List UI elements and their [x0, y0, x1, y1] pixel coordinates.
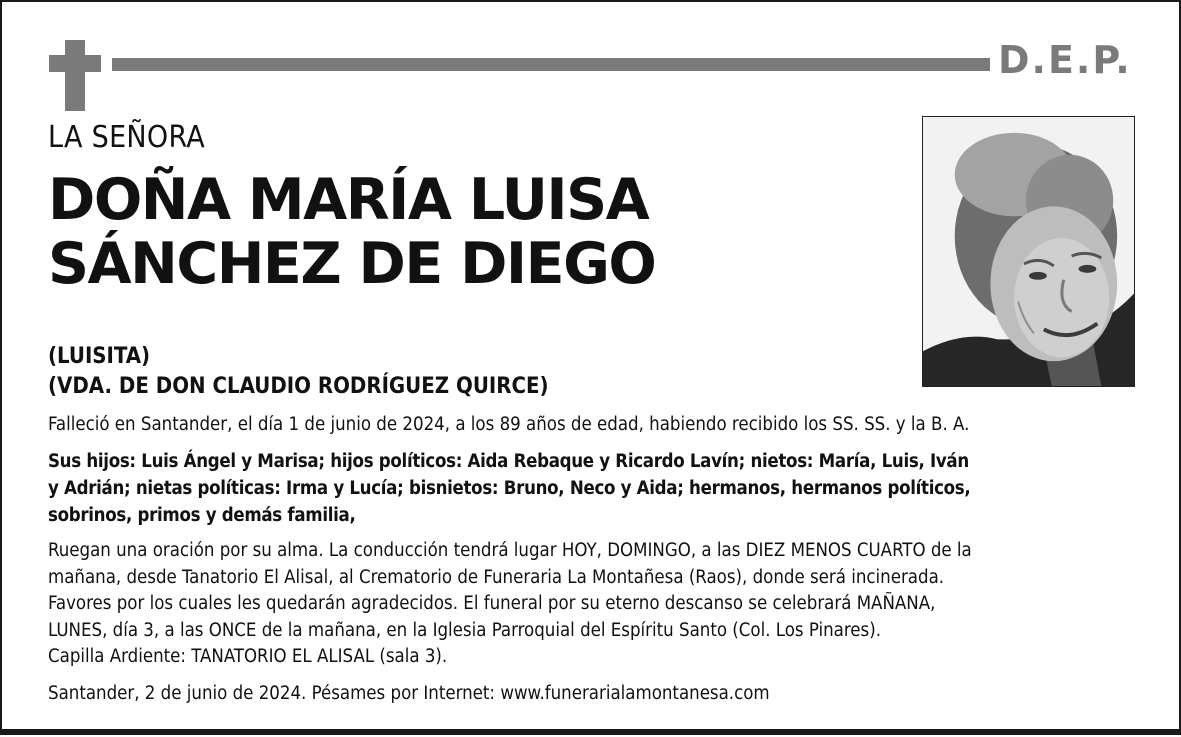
nickname: (LUISITA) [48, 344, 151, 369]
cross-icon-bar [49, 55, 101, 72]
portrait-photo [922, 116, 1135, 387]
name-line: SÁNCHEZ DE DIEGO [48, 231, 656, 297]
family-line: y Adrián; nietas políticas: Irma y Lucía; bisnietos: Bruno, Neco y Aida; hermanos, hermanos políticos, [48, 478, 971, 499]
name-line: DOÑA MARÍA LUISA [48, 167, 649, 233]
deceased-name [48, 168, 908, 296]
family-paragraph [48, 448, 1148, 529]
family-line: Sus hijos: Luis Ángel y Marisa; hijos políticos: Aida Rebaque y Ricardo Lavín; nietos: María, Luis, Iván [48, 451, 969, 472]
service-line: LUNES, día 3, a las ONCE de la mañana, en la Iglesia Parroquial del Espíritu Santo (Col. Los Pinares). [48, 619, 882, 641]
cross-icon [65, 40, 85, 111]
dep-label: D.E.P. [998, 38, 1132, 82]
service-line: Favores por los cuales les quedarán agradecidos. El funeral por su eterno descanso se celebrará MAÑANA, [48, 593, 936, 614]
title-prefix: LA SEÑORA [48, 120, 206, 155]
service-line: Ruegan una oración por su alma. La conducción tendrá lugar HOY, DOMINGO, a las DIEZ MENOS CUARTO de la [48, 540, 972, 561]
family-line: sobrinos, primos y demás familia, [48, 505, 356, 526]
service-paragraph [48, 538, 1148, 671]
death-line: Falleció en Santander, el día 1 de junio de 2024, a los 89 años de edad, habiendo recibido los SS. SS. y la B. A. [48, 414, 970, 435]
footer-line: Santander, 2 de junio de 2024. Pésames por Internet: www.funerarialamontanesa.com [48, 683, 770, 704]
widow-of: (VDA. DE DON CLAUDIO RODRÍGUEZ QUIRCE) [48, 374, 549, 399]
header-rule [112, 58, 990, 71]
service-line: mañana, desde Tanatorio El Alisal, al Crematorio de Funeraria La Montañesa (Raos), donde será incinerada. [48, 566, 945, 588]
service-line: Capilla Ardiente: TANATORIO EL ALISAL (sala 3). [48, 646, 448, 667]
nickname-block [48, 342, 549, 402]
